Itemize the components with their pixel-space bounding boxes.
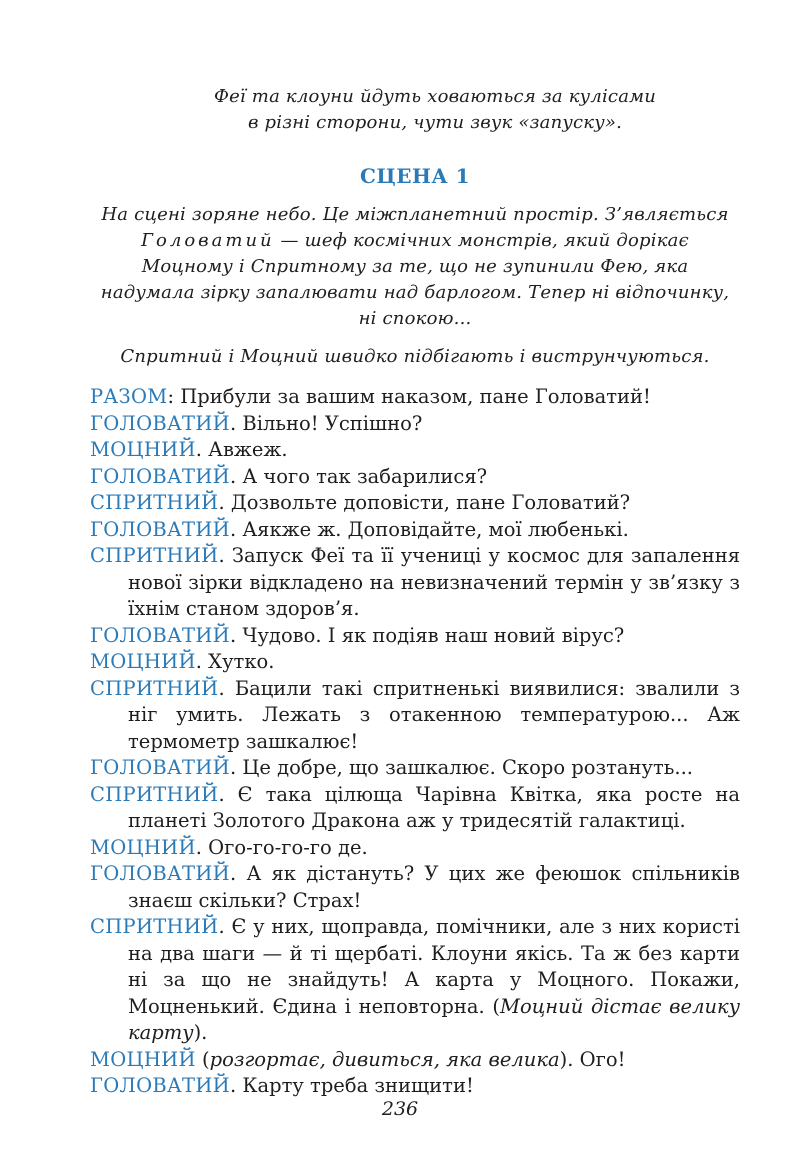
- stage-remark: Моцний дістає велику карту: [128, 994, 740, 1044]
- speaker-name: ГОЛОВАТИЙ: [90, 756, 230, 779]
- dialogue-text: Це добре, що зашкалює. Скоро розтануть...: [236, 756, 693, 779]
- speaker-name: СПРИТНИЙ: [90, 782, 219, 806]
- dialogue-line: СПРИТНИЙ. Дозвольте доповісти, пане Головатий?: [90, 491, 631, 514]
- stage-remark: розгортає, дивиться, яка велика: [209, 1047, 560, 1071]
- scene-stage-direction: [90, 202, 740, 332]
- speaker-name: ГОЛОВАТИЙ: [90, 1074, 230, 1097]
- dialogue-text: Дозвольте доповісти, пане Головатий?: [224, 491, 631, 514]
- dialogue-line: ГОЛОВАТИЙ. Вільно! Успішно?: [90, 411, 423, 435]
- speaker-name: СПРИТНИЙ: [90, 491, 219, 514]
- dialogue-text: Аякже ж. Доповідайте, мої любенькі.: [236, 517, 629, 541]
- intro-stage-direction: [90, 84, 740, 136]
- dialogue-line: МОЦНИЙ (розгортає, дивиться, яка велика). Ого!: [90, 1047, 626, 1071]
- speaker-name: ГОЛОВАТИЙ: [90, 464, 230, 488]
- dialogue-line: СПРИТНИЙ. Запуск Феї та її учениці у космос для запалення нової зірки відкладено на невизначений термін у зв’язку з їхнім станом здоров’я.: [90, 544, 740, 620]
- page-content: [90, 84, 740, 1100]
- dialogue-text: Вільно! Успішно?: [236, 411, 423, 435]
- intro-line-2: в різні сторони, чути звук «запуску».: [247, 112, 623, 133]
- scene-direction-name: Головатий: [141, 230, 275, 251]
- scene-direction-part1: На сцені зоряне небо. Це міжпланетний простір. З’являється: [101, 204, 729, 225]
- dialogue-text: Ого-го-го-го де.: [201, 835, 368, 859]
- dialogue-line: РАЗОМ: Прибули за вашим наказом, пане Головатий!: [90, 385, 651, 408]
- dialogue-text: А чого так забарилися?: [236, 464, 488, 488]
- dialogue-text: Є така цілюща Чарівна Квітка, яка росте на планеті Золотого Дракона аж у тридесятій галактиці.: [128, 782, 740, 832]
- scene-direction-part2: — шеф космічних монстрів, який дорікає Моцному і Спритному за те, що не зупинили Фею, яка надумала зірку запалювати над барлогом. Тепер ні відпочинку, ні спокою...: [100, 230, 730, 329]
- dialogue-line: МОЦНИЙ. Авжеж.: [90, 438, 288, 461]
- dialogue-text: Авжеж.: [201, 438, 288, 461]
- speaker-name: ГОЛОВАТИЙ: [90, 623, 230, 647]
- speaker-name: МОЦНИЙ: [90, 438, 196, 461]
- dialogue-line: ГОЛОВАТИЙ. Це добре, що зашкалює. Скоро розтануть...: [90, 756, 693, 779]
- dialogue-text: Чудово. І як подіяв наш новий вірус?: [236, 623, 625, 647]
- dialogue-line: МОЦНИЙ. Ого-го-го-го де.: [90, 835, 368, 859]
- speaker-name: СПРИТНИЙ: [90, 676, 219, 700]
- speaker-name: РАЗОМ: [90, 385, 168, 408]
- speaker-name: МОЦНИЙ: [90, 835, 196, 859]
- speaker-name: СПРИТНИЙ: [90, 544, 219, 567]
- dialogue: [90, 384, 740, 1100]
- dialogue-text: Запуск Феї та її учениці у космос для запалення нової зірки відкладено на невизначений термін у зв’язку з їхнім станом здоров’я.: [128, 544, 740, 620]
- dialogue-line: ГОЛОВАТИЙ. Аякже ж. Доповідайте, мої любенькі.: [90, 517, 629, 541]
- dialogue-line: МОЦНИЙ. Хутко.: [90, 650, 275, 673]
- speaker-name: ГОЛОВАТИЙ: [90, 862, 230, 885]
- speaker-name: МОЦНИЙ: [90, 1047, 196, 1071]
- dialogue-text: . Є у них, щоправда, помічники, але з них користі на два шаги — й ті щербаті. Клоуни якісь. Та ж без карти ні за що не знайдуть! А карта у Моцного. Покажи, Моцненький. Єдина і неповторна. (: [128, 915, 740, 1018]
- dialogue-text: ). Ого!: [559, 1047, 626, 1071]
- dialogue-line: СПРИТНИЙ. Є така цілюща Чарівна Квітка, яка росте на планеті Золотого Дракона аж у тридесятій галактиці.: [90, 782, 740, 832]
- dialogue-line: ГОЛОВАТИЙ. Чудово. І як подіяв наш новий вірус?: [90, 623, 625, 647]
- dialogue-line: СПРИТНИЙ. Бацили такі спритненькі виявилися: звалили з ніг умить. Лежать з отакенною температурою... Аж термометр зашкалює!: [90, 676, 740, 753]
- speaker-name: ГОЛОВАТИЙ: [90, 517, 230, 541]
- dialogue-text: . Карту треба знищити!: [229, 1074, 474, 1097]
- dialogue-text: Хутко.: [201, 650, 275, 673]
- page-number: 236: [381, 1098, 419, 1120]
- dialogue-line: ГОЛОВАТИЙ. А чого так забарилися?: [90, 464, 488, 488]
- dialogue-text: А як дістануть? У цих же феюшок спільників знаєш скільки? Страх!: [128, 862, 740, 912]
- speaker-name: МОЦНИЙ: [90, 650, 196, 673]
- dialogue-line: СПРИТНИЙ. Є у них, щоправда, помічники, але з них користі на два шаги — й ті щербаті. Клоуни якісь. Та ж без карти ні за що не знайдуть! А карта у Моцного. Покажи, Моцненький. Єдина і неповторна. (Моцний дістає велику карту).: [90, 915, 740, 1044]
- dialogue-line: ГОЛОВАТИЙ. А як дістануть? У цих же феюшок спільників знаєш скільки? Страх!: [90, 862, 740, 912]
- intro-line-1: Феї та клоуни йдуть ховаються за кулісами: [213, 86, 657, 107]
- speaker-name: СПРИТНИЙ: [90, 915, 219, 938]
- scene-title: СЦЕНА 1: [359, 164, 471, 188]
- speaker-name: ГОЛОВАТИЙ: [90, 411, 230, 435]
- dialogue-text: Прибули за вашим наказом, пане Головатий!: [174, 385, 651, 408]
- scene-stage-direction-2: Спритний і Моцний швидко підбігають і виструнчуються.: [120, 346, 710, 367]
- dialogue-text: Бацили такі спритненькі виявилися: звалили з ніг умить. Лежать з отакенною температурою... Аж термометр зашкалює!: [128, 676, 740, 753]
- dialogue-line: [90, 1073, 740, 1100]
